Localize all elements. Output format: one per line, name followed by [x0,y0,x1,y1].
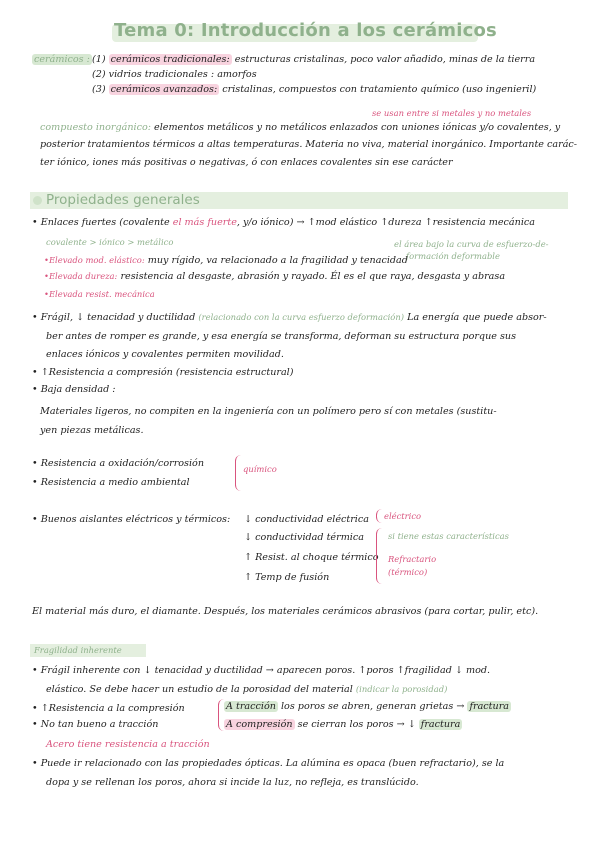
aislantes-c2: ↓ conductividad térmica [244,532,364,543]
compuesto-line-1: compuesto inorgánico: elementos metálicos y no metálicos enlazados con uniones iónicas y/o covalentes, y [40,122,561,133]
fragilidad-traccion: • No tan bueno a tracción [32,719,159,730]
quimico-item-2: • Resistencia a medio ambiental [32,477,190,488]
caracteristicas-tag: si tiene estas características [388,531,509,541]
termico-brace [376,528,383,584]
fragilidad-line-1: • Frágil inherente con ↓ tenacidad y ductilidad → aparecen poros. ↑poros ↑fragilidad ↓ mod. [32,665,491,676]
intro-item-2: (2) vidrios tradicionales : amorfos [92,69,257,80]
diamante-line: El material más duro, el diamante. Después, los materiales cerámicos abrasivos (para cortar, pulir, etc). [32,606,539,617]
densidad-line-1: Materiales ligeros, no compiten en la ingeniería con un polímero pero sí con metales (sustitu- [40,406,497,417]
aislantes-c4: ↑ Temp de fusión [244,572,330,583]
compuesto-line-2: posterior tratamientos térmicos a altas temperaturas. Materia no viva, material inorgánico. Importante carác- [40,139,578,150]
opticas-line-1: • Puede ir relacionado con las propiedades ópticas. La alúmina es opaca (buen refractario), se la [32,758,505,769]
electrico-brace [376,509,382,523]
densidad-label: • Baja densidad : [32,384,116,395]
quimico-item-1: • Resistencia a oxidación/corrosión [32,458,205,469]
fragil-line-1: • Frágil, ↓ tenacidad y ductilidad (relacionado con la curva esfuerzo deformación) La energía que puede absor- [32,312,547,323]
enlaces-line: • Enlaces fuertes (covalente el más fuerte, y/o iónico) → ↑mod elástico ↑dureza ↑resistencia mecánica [32,217,535,228]
intro-item-3: (3) cerámicos avanzados: cristalinas, compuestos con tratamiento químico (uso ingenieril) [92,84,537,95]
fragilidad-header: Fragilidad inherente [34,645,122,655]
fragil-line-3: enlaces iónicos y covalentes permiten movilidad. [46,349,284,360]
quimico-brace [235,455,242,491]
compresion-line: • ↑Resistencia a compresión (resistencia estructural) [32,367,294,378]
refractario-tag-1: Refractario [388,554,437,564]
area-note-2: formación deformable [406,251,500,261]
section-header-propiedades: Propiedades generales [46,192,200,208]
compresion-result: A compresión se cierran los poros → ↓ fractura [226,719,461,730]
aislantes-label: • Buenos aislantes eléctricos y térmicos: [32,514,231,525]
enlaces-sub-1: •Elevado mod. elástico: muy rígido, va relacionado a la fragilidad y tenacidad [44,255,408,266]
traccion-result: A tracción los poros se abren, generan grietas → fractura [226,701,510,712]
section-bullet-icon [33,196,42,205]
enlaces-order: covalente > iónico > metálico [46,237,174,247]
intro-item-1: (1) cerámicos tradicionales: estructuras cristalinas, poco valor añadido, minas de la tierra [92,54,536,65]
fragilidad-line-2: elástico. Se debe hacer un estudio de la porosidad del material (indicar la porosidad) [46,684,448,695]
fragilidad-compresion: • ↑Resistencia a la compresión [32,703,185,714]
aislantes-c1: ↓ conductividad eléctrica [244,514,369,525]
enlaces-sub-3: •Elevada resist. mecánica [44,289,155,299]
fragil-line-2: ber antes de romper es grande, y esa energía se transforma, deforman su estructura porque sus [46,331,517,342]
refractario-tag-2: (térmico) [388,567,428,577]
quimico-tag: químico [243,464,277,474]
intro-label: cerámicos : [34,54,90,65]
aislantes-c3: ↑ Resist. al choque térmico [244,552,379,563]
opticas-line-2: dopa y se rellenan los poros, ahora si incide la luz, no refleja, es translúcido. [46,777,419,788]
compuesto-line-3: ter iónico, iones más positivas o negativas, ó con enlaces covalentes sin ese carácter [40,157,453,168]
densidad-line-2: yen piezas metálicas. [40,425,144,436]
acero-note: Acero tiene resistencia a tracción [46,739,210,750]
note-metales: se usan entre si metales y no metales [372,108,532,118]
enlaces-sub-2: •Elevada dureza: resistencia al desgaste, abrasión y rayado. Él es el que raya, desgasta y abrasa [44,271,506,282]
page-title: Tema 0: Introducción a los cerámicos [114,20,497,41]
area-note-1: el área bajo la curva de esfuerzo-de- [394,239,549,249]
electrico-tag: eléctrico [384,511,422,521]
